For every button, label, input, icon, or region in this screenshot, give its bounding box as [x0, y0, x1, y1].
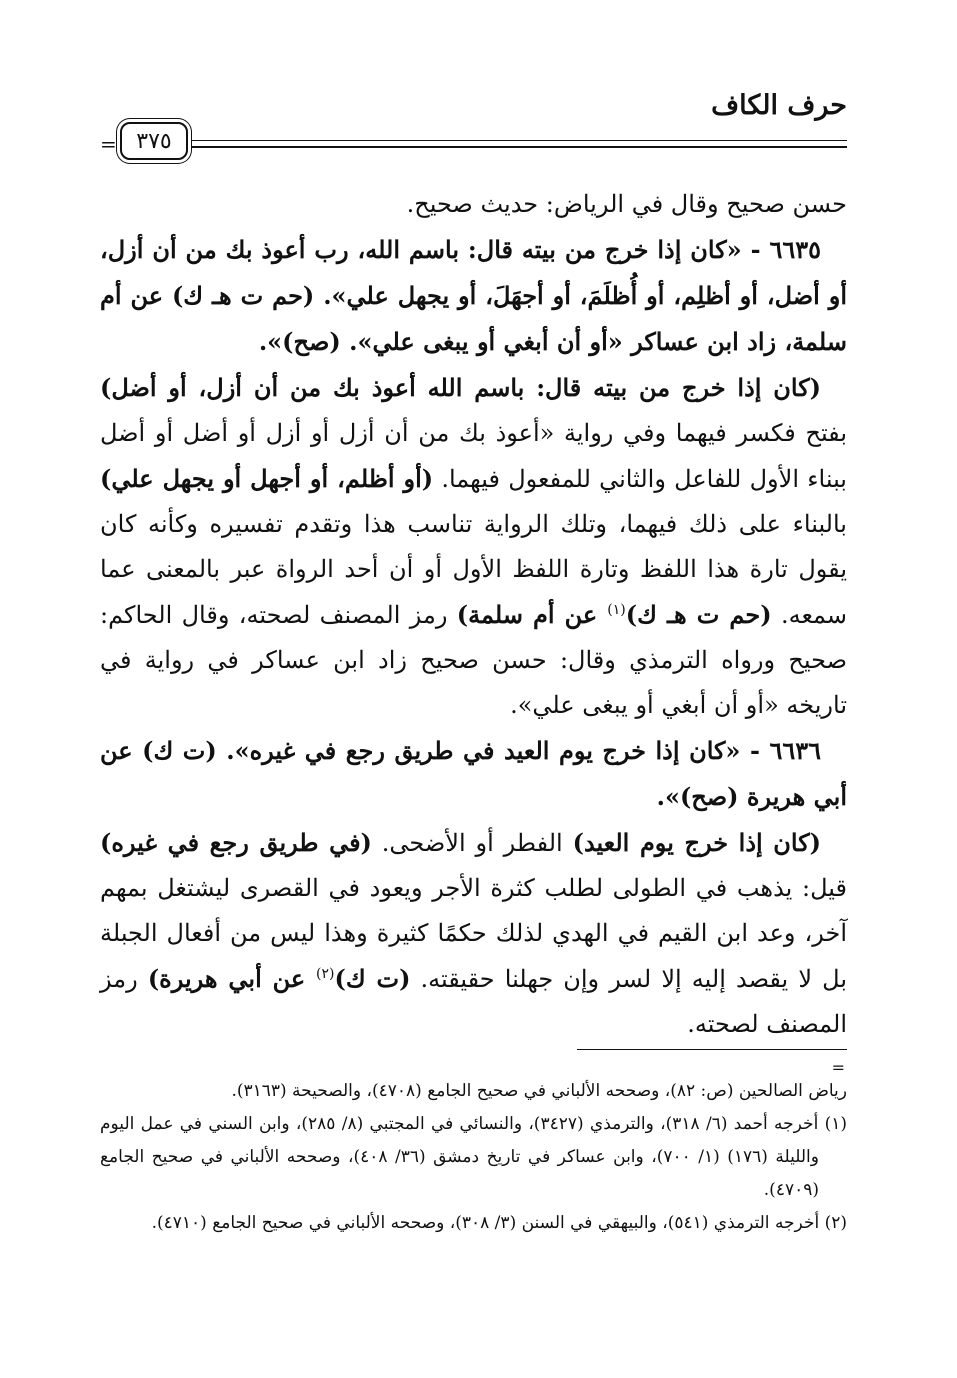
hadith-6636	[100, 728, 847, 820]
footnote-marker: (١)	[607, 602, 626, 618]
commentary-quote: (كان إذا خرج من بيته قال: باسم الله أعوذ بك من أن أزل، أو أضل)	[100, 373, 821, 402]
footnote-continuation-mark: =	[831, 1058, 845, 1077]
page-number-box	[100, 122, 188, 160]
commentary-quote: عن أم سلمة)	[456, 600, 608, 629]
paragraph-continuation: حسن صحيح وقال في الرياض: حديث صحيح.	[406, 190, 847, 218]
commentary-text: قيل: يذهب في الطولى لطلب كثرة الأجر ويعود في القصرى ليشتغل بمهم آخر، وعد ابن القيم في الهدي لذلك حكمًا كثيرة وهذا ليس من أفعال الجبلة بل لا يقصد إليه إلا لسر وإن جهلنا حقيقته.	[100, 874, 847, 993]
page-number: ٣٧٥	[136, 128, 172, 154]
footnotes	[100, 1075, 847, 1240]
commentary-text: الفطر أو الأضحى.	[371, 829, 573, 857]
commentary-6636	[100, 820, 847, 1047]
commentary-text: بفتح فكسر فيهما وفي رواية «أعوذ بك من أن أزل أو أزل أو أضل أو أضل ببناء الأول للفاعل والثاني للمفعول فيهما.	[100, 419, 847, 493]
commentary-text: بالبناء على ذلك فيهما، وتلك الرواية تناسب هذا وتقدم تفسيره وكأنه كان يقول تارة هذا اللفظ وتارة اللفظ الأول أو أن أحد الرواة عبر بالمعنى عما سمعه.	[100, 510, 848, 629]
commentary-quote: (ت ك)	[334, 964, 411, 993]
header-rule	[192, 140, 847, 148]
hadith-6635	[100, 227, 847, 365]
footnote-continued: رياض الصالحين (ص: ٨٢)، وصححه الألباني في صحيح الجامع (٤٧٠٨)، والصحيحة (٣١٦٣).	[231, 1081, 847, 1101]
commentary-quote: (كان إذا خرج يوم العيد)	[572, 828, 821, 857]
footnote-separator	[577, 1049, 847, 1050]
commentary-text: رمز المصنف لصحته، وقال الحاكم: صحيح ورواه الترمذي وقال: حسن صحيح زاد ابن عساكر في رواية في تاريخه «أو أن أبغي أو يبغى علي».	[100, 601, 847, 719]
commentary-6635	[100, 365, 847, 728]
commentary-text: رمز المصنف لصحته.	[100, 965, 847, 1038]
hadith-number: ٦٦٣٦	[769, 736, 822, 765]
commentary-quote: (حم ت هـ ك)	[625, 600, 772, 629]
commentary-quote: (أو أظلم، أو أجهل أو يجهل علي)	[100, 464, 434, 493]
hadith-text: «كان إذا خرج يوم العيد في طريق رجع في غيره». (ت ك) عن أبي هريرة (صح)».	[100, 736, 847, 811]
hadith-number: ٦٦٣٥	[769, 235, 822, 264]
footnote-marker: (٢)	[316, 966, 335, 982]
commentary-quote: (في طريق رجع في غيره)	[100, 828, 372, 857]
commentary-quote: عن أبي هريرة)	[147, 964, 317, 993]
main-text	[100, 182, 847, 1047]
running-title: حرف الكاف	[711, 90, 847, 121]
page-number-ornament: =	[100, 132, 117, 156]
footnote-2: (٢) أخرجه الترمذي (٥٤١)، والبيهقي في السنن (٣/ ٣٠٨)، وصححه الألباني في صحيح الجامع (٤٧١٠).	[151, 1213, 847, 1233]
hadith-dash: -	[740, 736, 770, 765]
footnote-1: (١) أخرجه أحمد (٦/ ٣١٨)، والترمذي (٣٤٢٧)، والنسائي في المجتبي (٨/ ٢٨٥)، وابن السني في عمل اليوم والليلة (١٧٦) (١/ ٧٠٠)، وابن عساكر في تاريخ دمشق (٣٦/ ٤٠٨)، وصححه الألباني في صحيح الجامع (٤٧٠٩).	[100, 1114, 847, 1200]
hadith-dash: -	[741, 235, 770, 264]
hadith-text: «كان إذا خرج من بيته قال: باسم الله، رب أعوذ بك من أن أزل، أو أضل، أو أظلِم، أو أُظلَمَ، أو أجهَلَ، أو يجهل علي». (حم ت هـ ك) عن أم سلمة، زاد ابن عساكر «أو أن أبغي أو يبغى علي». (صح)».	[100, 235, 847, 356]
